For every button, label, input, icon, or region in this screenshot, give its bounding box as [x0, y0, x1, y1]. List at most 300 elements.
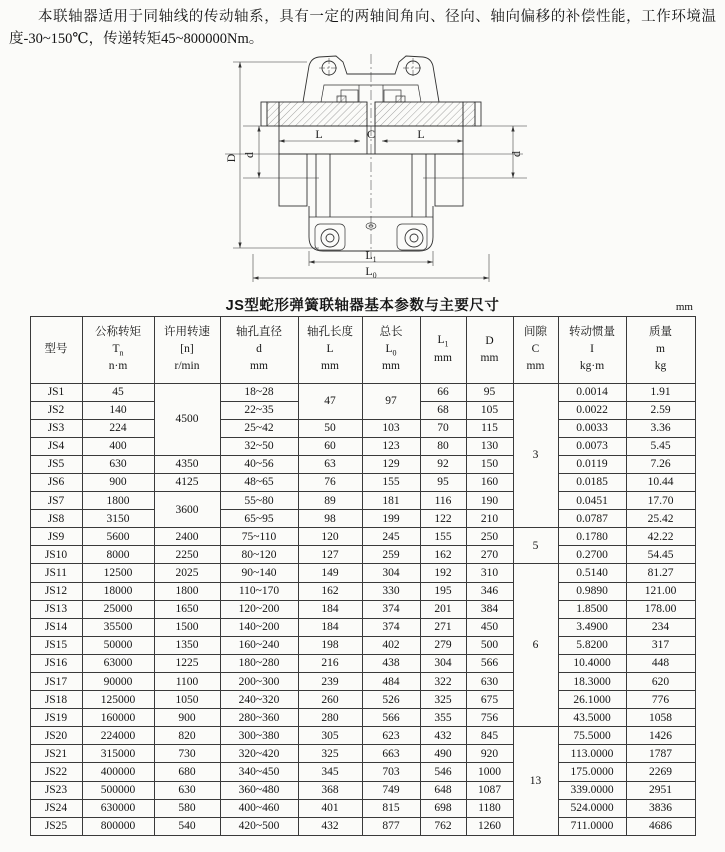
table-cell: 630000	[82, 799, 154, 817]
table-row-JS8	[30, 510, 695, 528]
dimension-lines	[233, 62, 527, 282]
table-cell: 43.5000	[558, 709, 626, 727]
bolt-hole-right-icon	[403, 58, 423, 78]
table-row-JS4	[30, 437, 695, 455]
model-cell: JS19	[30, 709, 82, 727]
table-cell: 630	[466, 673, 513, 691]
table-cell: 5600	[82, 528, 154, 546]
table-cell: 3.36	[626, 419, 695, 437]
table-cell: 80~120	[220, 546, 298, 564]
table-cell: 317	[626, 636, 695, 654]
table-cell: 199	[362, 510, 420, 528]
table-cell: 76	[298, 473, 362, 491]
table-cell: 130	[466, 437, 513, 455]
table-cell: 1000	[466, 763, 513, 781]
table-cell: 239	[298, 673, 362, 691]
table-cell: 160	[466, 473, 513, 491]
intro-paragraph: 本联轴器适用于同轴线的传动轴系，具有一定的两轴间角向、径向、轴向偏移的补偿性能，工作环境温度-30~150℃，传递转矩45~800000Nm。	[9, 9, 716, 47]
dim-label-L-left: L	[314, 126, 323, 141]
column-header-outer-diameter: D mm	[466, 316, 513, 383]
table-cell: 140~200	[220, 618, 298, 636]
table-cell: 22~35	[220, 401, 298, 419]
table-cell: 97	[362, 383, 420, 419]
table-cell: 623	[362, 727, 420, 745]
table-cell: 98	[298, 510, 362, 528]
table-cell: 75~110	[220, 528, 298, 546]
table-cell: 524.0000	[558, 799, 626, 817]
table-cell: 240~320	[220, 691, 298, 709]
table-row-JS6	[30, 473, 695, 491]
table-cell: 0.0073	[558, 437, 626, 455]
table-cell: 184	[298, 600, 362, 618]
table-cell: 0.9890	[558, 582, 626, 600]
table-cell: 55~80	[220, 492, 298, 510]
table-cell: 325	[420, 691, 466, 709]
parameters-table-head	[30, 316, 695, 383]
table-cell: 90~140	[220, 564, 298, 582]
table-cell: 2.59	[626, 401, 695, 419]
column-header-model: 型号	[30, 316, 82, 383]
table-row-JS21	[30, 745, 695, 763]
model-cell: JS1	[30, 383, 82, 401]
table-cell: 13	[513, 727, 558, 836]
table-cell: 630	[154, 781, 220, 799]
table-cell: 384	[466, 600, 513, 618]
table-cell: 155	[362, 473, 420, 491]
table-cell: 4686	[626, 817, 695, 835]
table-cell: 65~95	[220, 510, 298, 528]
table-cell: 0.0014	[558, 383, 626, 401]
table-cell: 113.0000	[558, 745, 626, 763]
table-cell: 300~380	[220, 727, 298, 745]
table-cell: 432	[420, 727, 466, 745]
column-header-bore-length: 轴孔长度 L mm	[298, 316, 362, 383]
table-cell: 70	[420, 419, 466, 437]
table-cell: 271	[420, 618, 466, 636]
table-cell: 1.8500	[558, 600, 626, 618]
table-cell: 546	[420, 763, 466, 781]
table-cell: 315000	[82, 745, 154, 763]
column-header-bore-diameter: 轴孔直径 d mm	[220, 316, 298, 383]
table-cell: 35500	[82, 618, 154, 636]
table-cell: 749	[362, 781, 420, 799]
table-cell: 120~200	[220, 600, 298, 618]
table-cell: 115	[466, 419, 513, 437]
table-cell: 663	[362, 745, 420, 763]
table-cell: 1225	[154, 654, 220, 672]
model-cell: JS10	[30, 546, 82, 564]
table-cell: 566	[362, 709, 420, 727]
hub-left	[279, 154, 307, 206]
table-cell: 400	[82, 437, 154, 455]
table-cell: 580	[154, 799, 220, 817]
table-cell: 711.0000	[558, 817, 626, 835]
dim-label-d-right: d	[508, 150, 523, 157]
table-cell: 25000	[82, 600, 154, 618]
table-cell: 1260	[466, 817, 513, 835]
dim-label-L0: $L_0$	[364, 263, 377, 280]
table-cell: 18~28	[220, 383, 298, 401]
table-cell: 1100	[154, 673, 220, 691]
table-cell: 63	[298, 455, 362, 473]
table-cell: 250	[466, 528, 513, 546]
table-cell: 45	[82, 383, 154, 401]
dim-label-C: C	[366, 126, 375, 141]
table-cell: 60	[298, 437, 362, 455]
table-cell: 8000	[82, 546, 154, 564]
model-cell: JS3	[30, 419, 82, 437]
table-cell: 400000	[82, 763, 154, 781]
table-cell: 1058	[626, 709, 695, 727]
model-cell: JS11	[30, 564, 82, 582]
table-cell: 270	[466, 546, 513, 564]
table-cell: 63000	[82, 654, 154, 672]
table-cell: 162	[298, 582, 362, 600]
table-cell: 12500	[82, 564, 154, 582]
table-cell: 345	[298, 763, 362, 781]
table-cell: 368	[298, 781, 362, 799]
model-cell: JS2	[30, 401, 82, 419]
table-row-JS9	[30, 528, 695, 546]
table-cell: 81.27	[626, 564, 695, 582]
table-row-JS10	[30, 546, 695, 564]
table-cell: 1500	[154, 618, 220, 636]
model-cell: JS9	[30, 528, 82, 546]
table-cell: 0.0185	[558, 473, 626, 491]
table-cell: 320~420	[220, 745, 298, 763]
table-cell: 438	[362, 654, 420, 672]
table-cell: 630	[82, 455, 154, 473]
table-cell: 2269	[626, 763, 695, 781]
model-cell: JS23	[30, 781, 82, 799]
table-cell: 1180	[466, 799, 513, 817]
dimension-labels	[224, 127, 523, 280]
table-cell: 0.0451	[558, 492, 626, 510]
table-cell: 1087	[466, 781, 513, 799]
column-header-speed: 许用转速 [n] r/min	[154, 316, 220, 383]
column-header-clearance: 间隙 C mm	[513, 316, 558, 383]
table-cell: 105	[466, 401, 513, 419]
table-cell: 3.4900	[558, 618, 626, 636]
table-cell: 900	[82, 473, 154, 491]
coupling-technical-drawing-svg	[183, 54, 543, 286]
table-cell: 140	[82, 401, 154, 419]
table-cell: 200~300	[220, 673, 298, 691]
table-cell: 260	[298, 691, 362, 709]
table-cell: 3836	[626, 799, 695, 817]
table-cell: 48~65	[220, 473, 298, 491]
table-title: JS型蛇形弹簧联轴器基本参数与主要尺寸	[225, 297, 500, 314]
table-cell: 402	[362, 636, 420, 654]
table-unit-label: mm	[675, 300, 693, 313]
table-cell: 920	[466, 745, 513, 763]
table-cell: 150	[466, 455, 513, 473]
table-cell: 175.0000	[558, 763, 626, 781]
table-cell: 26.1000	[558, 691, 626, 709]
table-cell: 3150	[82, 510, 154, 528]
table-cell: 310	[466, 564, 513, 582]
table-cell: 1800	[154, 582, 220, 600]
dim-label-L1-of-drawing: L	[416, 126, 425, 141]
bolt-hole-left-icon	[319, 58, 339, 78]
table-cell: 0.0119	[558, 455, 626, 473]
table-cell: 500000	[82, 781, 154, 799]
table-cell: 129	[362, 455, 420, 473]
table-cell: 201	[420, 600, 466, 618]
table-cell: 0.0787	[558, 510, 626, 528]
table-cell: 355	[420, 709, 466, 727]
table-cell: 450	[466, 618, 513, 636]
table-cell: 1.91	[626, 383, 695, 401]
table-cell: 68	[420, 401, 466, 419]
table-cell: 162	[420, 546, 466, 564]
parameters-table	[30, 316, 696, 836]
table-cell: 305	[298, 727, 362, 745]
table-cell: 1426	[626, 727, 695, 745]
table-cell: 160000	[82, 709, 154, 727]
table-cell: 500	[466, 636, 513, 654]
table-cell: 110~170	[220, 582, 298, 600]
table-cell: 50000	[82, 636, 154, 654]
table-cell: 900	[154, 709, 220, 727]
table-cell: 680	[154, 763, 220, 781]
table-cell: 4350	[154, 455, 220, 473]
coupling-drawing	[183, 54, 543, 291]
table-cell: 756	[466, 709, 513, 727]
table-cell: 280~360	[220, 709, 298, 727]
dim-label-L1: $L_1$	[364, 247, 377, 264]
table-cell: 325	[298, 745, 362, 763]
table-cell: 7.26	[626, 455, 695, 473]
table-cell: 116	[420, 492, 466, 510]
table-cell: 304	[362, 564, 420, 582]
table-row-JS5	[30, 455, 695, 473]
table-cell: 5.45	[626, 437, 695, 455]
model-cell: JS22	[30, 763, 82, 781]
model-cell: JS13	[30, 600, 82, 618]
table-cell: 432	[298, 817, 362, 835]
table-cell: 322	[420, 673, 466, 691]
table-cell: 50	[298, 419, 362, 437]
table-cell: 190	[466, 492, 513, 510]
model-cell: JS15	[30, 636, 82, 654]
table-cell: 280	[298, 709, 362, 727]
table-cell: 526	[362, 691, 420, 709]
column-header-total-length: 总长 $L_0$ mm	[362, 316, 420, 383]
table-cell: 1650	[154, 600, 220, 618]
table-cell: 192	[420, 564, 466, 582]
table-cell: 484	[362, 673, 420, 691]
table-cell: 10.4000	[558, 654, 626, 672]
table-cell: 120	[298, 528, 362, 546]
table-cell: 42.22	[626, 528, 695, 546]
table-cell: 103	[362, 419, 420, 437]
table-cell: 32~50	[220, 437, 298, 455]
table-cell: 80	[420, 437, 466, 455]
table-cell: 5	[513, 528, 558, 564]
table-cell: 762	[420, 817, 466, 835]
model-cell: JS20	[30, 727, 82, 745]
table-cell: 10.44	[626, 473, 695, 491]
table-cell: 89	[298, 492, 362, 510]
table-cell: 178.00	[626, 600, 695, 618]
table-cell: 566	[466, 654, 513, 672]
table-cell: 121.00	[626, 582, 695, 600]
table-cell: 877	[362, 817, 420, 835]
table-title-row	[30, 294, 695, 314]
table-row-JS17	[30, 673, 695, 691]
table-cell: 1787	[626, 745, 695, 763]
table-cell: 1050	[154, 691, 220, 709]
column-header-torque: 公称转矩 $T_n$ n·m	[82, 316, 154, 383]
table-cell: 25.42	[626, 510, 695, 528]
table-cell: 845	[466, 727, 513, 745]
table-row-JS12	[30, 582, 695, 600]
hub-right	[435, 154, 463, 206]
table-cell: 2951	[626, 781, 695, 799]
table-cell: 195	[420, 582, 466, 600]
table-row-JS19	[30, 709, 695, 727]
dim-label-D: D	[223, 153, 238, 162]
table-cell: 448	[626, 654, 695, 672]
model-cell: JS4	[30, 437, 82, 455]
table-row-JS22	[30, 763, 695, 781]
model-cell: JS17	[30, 673, 82, 691]
table-cell: 224000	[82, 727, 154, 745]
table-cell: 360~480	[220, 781, 298, 799]
table-cell: 149	[298, 564, 362, 582]
table-cell: 6	[513, 564, 558, 727]
table-cell: 125000	[82, 691, 154, 709]
table-row-JS11	[30, 564, 695, 582]
table-cell: 95	[420, 473, 466, 491]
table-cell: 703	[362, 763, 420, 781]
table-cell: 815	[362, 799, 420, 817]
table-cell: 374	[362, 618, 420, 636]
model-cell: JS14	[30, 618, 82, 636]
table-cell: 54.45	[626, 546, 695, 564]
model-cell: JS24	[30, 799, 82, 817]
model-cell: JS8	[30, 510, 82, 528]
table-cell: 279	[420, 636, 466, 654]
table-cell: 3600	[154, 492, 220, 528]
table-cell: 180~280	[220, 654, 298, 672]
table-cell: 17.70	[626, 492, 695, 510]
table-cell: 340~450	[220, 763, 298, 781]
table-cell: 155	[420, 528, 466, 546]
dim-label-d-left: d	[241, 151, 256, 158]
table-cell: 0.2700	[558, 546, 626, 564]
table-row-JS1	[30, 383, 695, 401]
parameters-table-body	[30, 383, 695, 835]
table-row-JS24	[30, 799, 695, 817]
table-cell: 160~240	[220, 636, 298, 654]
table-cell: 2025	[154, 564, 220, 582]
table-cell: 620	[626, 673, 695, 691]
table-cell: 420~500	[220, 817, 298, 835]
table-cell: 181	[362, 492, 420, 510]
model-cell: JS7	[30, 492, 82, 510]
table-cell: 25~42	[220, 419, 298, 437]
table-cell: 2250	[154, 546, 220, 564]
table-cell: 1350	[154, 636, 220, 654]
table-cell: 1800	[82, 492, 154, 510]
bottom-bolt-left-icon	[321, 229, 339, 247]
table-row-JS13	[30, 600, 695, 618]
table-cell: 18.3000	[558, 673, 626, 691]
model-cell: JS12	[30, 582, 82, 600]
table-cell: 800000	[82, 817, 154, 835]
table-cell: 400~460	[220, 799, 298, 817]
table-cell: 95	[466, 383, 513, 401]
table-cell: 648	[420, 781, 466, 799]
column-header-l1: $L_1$ mm	[420, 316, 466, 383]
table-row-JS3	[30, 419, 695, 437]
table-cell: 4125	[154, 473, 220, 491]
table-cell: 0.5140	[558, 564, 626, 582]
model-cell: JS25	[30, 817, 82, 835]
table-row-JS7	[30, 492, 695, 510]
table-cell: 304	[420, 654, 466, 672]
table-cell: 216	[298, 654, 362, 672]
table-cell: 66	[420, 383, 466, 401]
table-cell: 490	[420, 745, 466, 763]
table-cell: 184	[298, 618, 362, 636]
table-cell: 0.0022	[558, 401, 626, 419]
model-cell: JS6	[30, 473, 82, 491]
model-cell: JS18	[30, 691, 82, 709]
column-header-inertia: 转动惯量 I kg·m	[558, 316, 626, 383]
table-cell: 224	[82, 419, 154, 437]
bottom-bolt-right-icon	[405, 229, 423, 247]
table-cell: 675	[466, 691, 513, 709]
table-cell: 374	[362, 600, 420, 618]
table-row-JS14	[30, 618, 695, 636]
table-row-JS23	[30, 781, 695, 799]
table-cell: 0.1780	[558, 528, 626, 546]
table-cell: 4500	[154, 383, 220, 455]
table-cell: 330	[362, 582, 420, 600]
table-cell: 47	[298, 383, 362, 419]
table-cell: 90000	[82, 673, 154, 691]
table-cell: 18000	[82, 582, 154, 600]
table-cell: 92	[420, 455, 466, 473]
model-cell: JS5	[30, 455, 82, 473]
column-header-mass: 质量 m kg	[626, 316, 695, 383]
model-cell: JS16	[30, 654, 82, 672]
table-cell: 339.0000	[558, 781, 626, 799]
table-row-JS20	[30, 727, 695, 745]
table-row-JS16	[30, 654, 695, 672]
model-cell: JS21	[30, 745, 82, 763]
table-cell: 210	[466, 510, 513, 528]
table-cell: 346	[466, 582, 513, 600]
table-cell: 0.0033	[558, 419, 626, 437]
table-cell: 234	[626, 618, 695, 636]
table-cell: 123	[362, 437, 420, 455]
table-cell: 198	[298, 636, 362, 654]
table-row-JS25	[30, 817, 695, 835]
table-cell: 5.8200	[558, 636, 626, 654]
table-cell: 776	[626, 691, 695, 709]
table-cell: 730	[154, 745, 220, 763]
table-cell: 540	[154, 817, 220, 835]
table-cell: 245	[362, 528, 420, 546]
table-cell: 401	[298, 799, 362, 817]
table-cell: 2400	[154, 528, 220, 546]
table-cell: 40~56	[220, 455, 298, 473]
table-cell: 259	[362, 546, 420, 564]
